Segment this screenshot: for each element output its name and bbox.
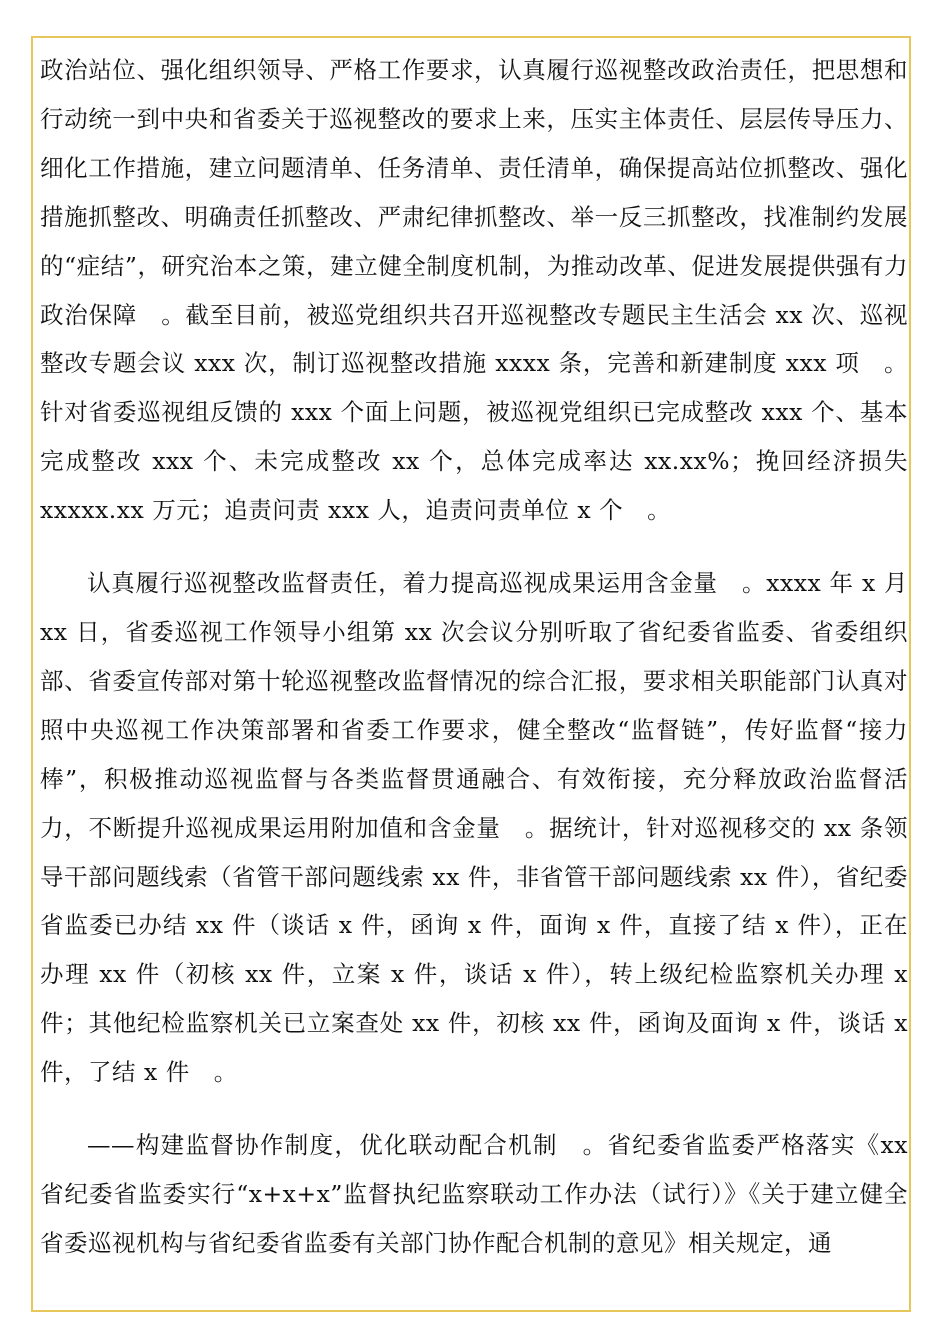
paragraph-1: 政治站位、强化组织领导、严格工作要求，认真履行巡视整改政治责任，把思想和行动统一到中央和省委关于巡视整改的要求上来，压实主体责任、层层传导压力、细化工作措施，建立问题清单、任务清单、责任清单，确保提高站位抓整改、强化措施抓整改、明确责任抓整改、严肃纪律抓整改、举一反三抓整改，找准制约发展的“症结”，研究治本之策，建立健全制度机制，为推动改革、促进发展提供强有力政治保障 。截至目前，被巡党组织共召开巡视整改专题民主生活会 xx 次、巡视整改专题会议 xxx 次，制订巡视整改措施 xxxx 条，完善和新建制度 xxx 项 。针对省委巡视组反馈的 xxx 个面上问题，被巡视党组织已完成整改 xxx 个、基本完成整改 xxx 个、未完成整改 xx 个，总体完成率达 xx.xx%；挽回经济损失 xxxxx.xx 万元；追责问责 xxx 人，追责问责单位 x 个 。: [40, 56, 908, 525]
paragraph-spacer: [40, 1097, 908, 1121]
paragraph-2: 认真履行巡视整改监督责任，着力提高巡视成果运用含金量 。xxxx 年 x 月 xx 日，省委巡视工作领导小组第 xx 次会议分别听取了省纪委省监委、省委组织部、省委宣传部对第十轮巡视整改监督情况的综合汇报，要求相关职能部门认真对照中央巡视工作决策部署和省委工作要求，健全整改“监督链”，传好监督“接力棒”，积极推动巡视监督与各类监督贯通融合、有效衔接，充分释放政治监督活力，不断提升巡视成果运用附加值和含金量 。据统计，针对巡视移交的 xx 条领导干部问题线索（省管干部问题线索 xx 件，非省管干部问题线索 xx 件），省纪委省监委已办结 xx 件（谈话 x 件，函询 x 件，面询 x 件，直接了结 x 件），正在办理 xx 件（初核 xx 件，立案 x 件，谈话 x 件），转上级纪检监察机关办理 x 件；其他纪检监察机关已立案查处 xx 件，初核 xx 件，函询及面询 x 件，谈话 x 件，了结 x 件 。: [40, 569, 908, 1087]
paragraph-spacer: [40, 535, 908, 559]
paragraph-3: ——构建监督协作制度，优化联动配合机制 。省纪委省监委严格落实《xx 省纪委省监委实行“x+x+x”监督执纪监察联动工作办法（试行）》《关于建立健全省委巡视机构与省纪委省监委有关部门协作配合机制的意见》相关规定，通: [40, 1131, 908, 1257]
document-body: [40, 46, 908, 1268]
